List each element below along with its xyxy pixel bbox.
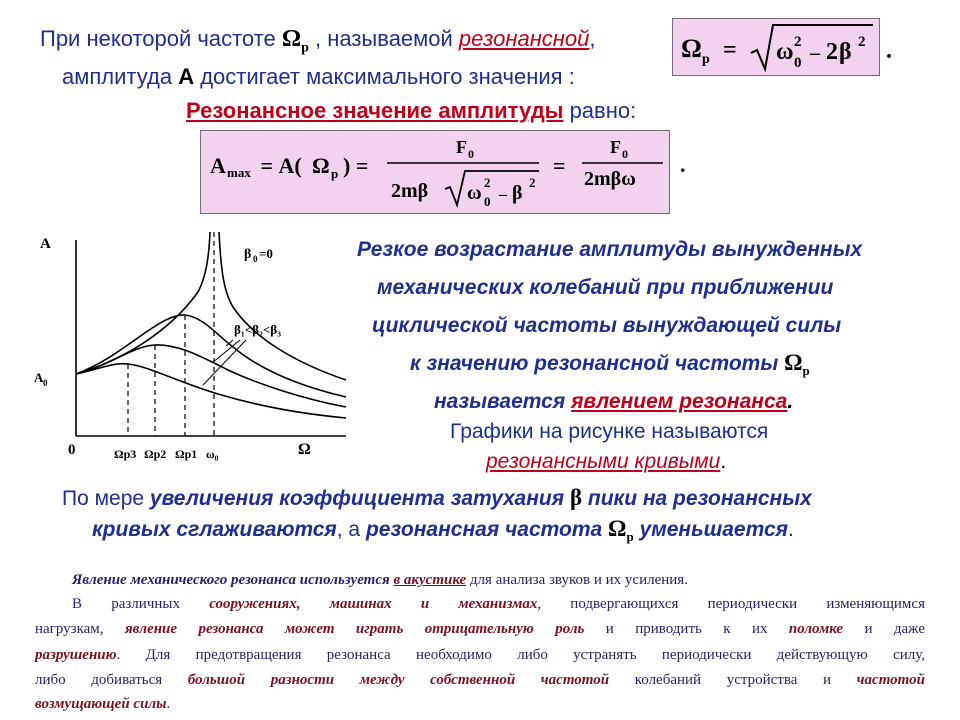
label-pointer (212, 340, 240, 363)
amplitude-symbol: А (178, 64, 195, 89)
resonance-definition-line-2: механических колебаний при приближении (377, 276, 834, 299)
note-emphasis: частотой (856, 672, 925, 688)
label-pointer (203, 340, 246, 385)
omega-subscript: р (331, 166, 339, 181)
superscript: 2 (794, 34, 802, 50)
coefficient: 2 (826, 39, 838, 65)
statement-emphasis: кривых сглаживаются (92, 518, 337, 541)
superscript: 2 (484, 175, 491, 190)
resonance-definition-line-3: циклической частоты вынуждающей силы (372, 314, 842, 337)
origin-label: 0 (68, 442, 76, 458)
intro-text: достигает максимального значения : (194, 64, 575, 89)
intro-text: При некоторой частоте (40, 26, 282, 51)
graphs-caption-line-1: Графики на рисунке называются (450, 420, 769, 443)
note-text: колебаний устройства и (609, 672, 857, 688)
note-emphasis: Явление механического резонанса используется (72, 572, 394, 588)
resonance-definition-line-1: Резкое возрастание амплитуды вынужденных (357, 238, 863, 261)
damping-statement-line-2 (92, 516, 794, 545)
formula-period: . (886, 38, 892, 64)
max-amplitude-formula (201, 131, 669, 213)
curve-beta0-right (219, 232, 346, 380)
statement-text: , а (336, 518, 366, 541)
equals-sign: = (723, 37, 737, 63)
omega-symbol: Ω (784, 350, 803, 375)
note-emphasis: разрушению (35, 647, 117, 663)
x-axis-label: Ω (298, 441, 311, 458)
note-text: . (166, 696, 171, 712)
beta0-equals: =0 (259, 246, 273, 261)
tick-label-w0: ω₀ (206, 447, 219, 461)
statement-text: . (788, 518, 794, 541)
omega-naught-symbol: ω (776, 39, 794, 65)
omega-symbol: Ω (281, 26, 302, 52)
statement-emphasis: увеличения коэффициента затухания (149, 487, 570, 510)
definition-text: к значению резонансной частоты (410, 352, 785, 375)
subscript: 0 (484, 194, 491, 209)
omega-symbol: Ω (681, 34, 702, 63)
y-axis-label: А (40, 236, 51, 252)
note-underlined-term: в акустике (393, 572, 467, 588)
note-text: и даже (843, 621, 926, 637)
graphs-caption-line-2 (486, 450, 726, 474)
note-line-2 (72, 593, 925, 616)
subscript: 0 (622, 147, 628, 161)
definition-text: . (787, 390, 794, 413)
note-emphasis: возмущающей силы (35, 696, 167, 712)
beta-order-label: β₁<β₂<β₃ (234, 322, 282, 337)
note-emphasis: большой разности между собственной частотой (187, 672, 610, 688)
resonance-phenomenon-term: явлением резонанса (571, 390, 788, 413)
formula-period: . (680, 152, 686, 177)
curve-beta3 (76, 364, 346, 418)
omega-symbol: Ω (312, 153, 330, 178)
damping-statement-line-1 (62, 485, 812, 511)
note-text: для анализа звуков и их усиления. (466, 572, 688, 588)
omega-subscript: р (702, 52, 710, 67)
amplitude-function: = А( (255, 153, 302, 178)
note-text: нагрузкам, (35, 621, 125, 637)
beta-symbol: β (569, 485, 583, 510)
omega-subscript: р (626, 529, 634, 545)
resonance-definition-line-4 (410, 350, 810, 379)
beta-symbol: β (839, 39, 852, 65)
minus-sign: – (810, 42, 820, 64)
beta0-subscript: 0 (253, 254, 258, 264)
superscript: 2 (529, 175, 536, 190)
intro-text: , называемой (308, 26, 459, 51)
sqrt-sign (445, 171, 539, 205)
intro-text: амплитуда (62, 64, 179, 89)
resonant-frequency-formula-box (672, 18, 880, 76)
subscript: 0 (794, 55, 802, 71)
note-emphasis: сооружениях, машинах и механизмах (209, 596, 538, 612)
note-emphasis: явление резонанса может играть отрицательную роль (124, 621, 585, 637)
amplitude-symbol: А (210, 153, 226, 178)
resonance-curves-term: резонансными кривыми (486, 450, 721, 473)
note-line-3 (35, 618, 925, 641)
statement-text: По мере (62, 487, 150, 510)
intro-text: равно: (563, 98, 637, 123)
omega-subscript: р (301, 40, 309, 56)
resonance-definition-line-5 (434, 390, 793, 414)
curve-beta1 (76, 315, 346, 397)
max-amplitude-formula-box (200, 130, 670, 214)
denominator-text: 2mβ (391, 180, 429, 202)
note-line-5 (35, 669, 925, 692)
note-line-6 (35, 693, 170, 716)
statement-emphasis: уменьшается (633, 518, 789, 541)
statement-emphasis: пики на резонансных (582, 487, 812, 510)
caption-text: . (720, 450, 727, 473)
note-text: и приводить к их (584, 621, 789, 637)
denominator-text: 2mβω (584, 168, 636, 190)
closing-paren-equals: ) = (343, 153, 369, 178)
intro-line-1 (40, 26, 596, 56)
statement-emphasis: резонансная частота (365, 518, 609, 541)
resonant-amplitude-heading: Резонансное значение амплитуды (186, 98, 564, 123)
intro-line-2 (62, 64, 575, 90)
intro-text: , (589, 26, 596, 51)
beta-symbol: β (512, 182, 523, 204)
minus-sign: – (499, 186, 507, 203)
beta0-label: β (244, 247, 252, 262)
intro-line-3 (186, 98, 636, 124)
force-symbol: F (610, 137, 621, 157)
omega-naught-symbol: ω (467, 182, 482, 204)
resonance-curves-graph (28, 222, 358, 482)
force-symbol: F (456, 137, 467, 157)
tick-label-p1: Ωр1 (175, 447, 198, 461)
resonant-frequency-formula (673, 19, 879, 75)
equals-sign: = (553, 153, 566, 178)
max-subscript: max (227, 165, 251, 180)
note-line-4 (35, 644, 925, 667)
note-emphasis: поломке (788, 621, 844, 637)
note-text: . Для предотвращения резонанса необходимо либо устранять периодически действующую силу, (116, 647, 925, 663)
omega-subscript: р (802, 363, 810, 379)
note-text: , подвергающихся периодически изменяющимся (537, 596, 925, 612)
superscript: 2 (858, 34, 866, 50)
A0-subscript: 0 (43, 378, 48, 388)
subscript: 0 (468, 147, 474, 161)
note-text: либо добиваться (35, 672, 188, 688)
omega-symbol: Ω (608, 516, 627, 541)
definition-text: называется (434, 390, 572, 413)
resonant-word: резонансной (458, 26, 590, 51)
tick-label-p2: Ωр2 (144, 447, 167, 461)
note-text: В различных (72, 596, 210, 612)
note-line-1 (72, 569, 688, 592)
tick-label-p3: Ωр3 (114, 447, 137, 461)
A0-label: А (34, 370, 44, 385)
